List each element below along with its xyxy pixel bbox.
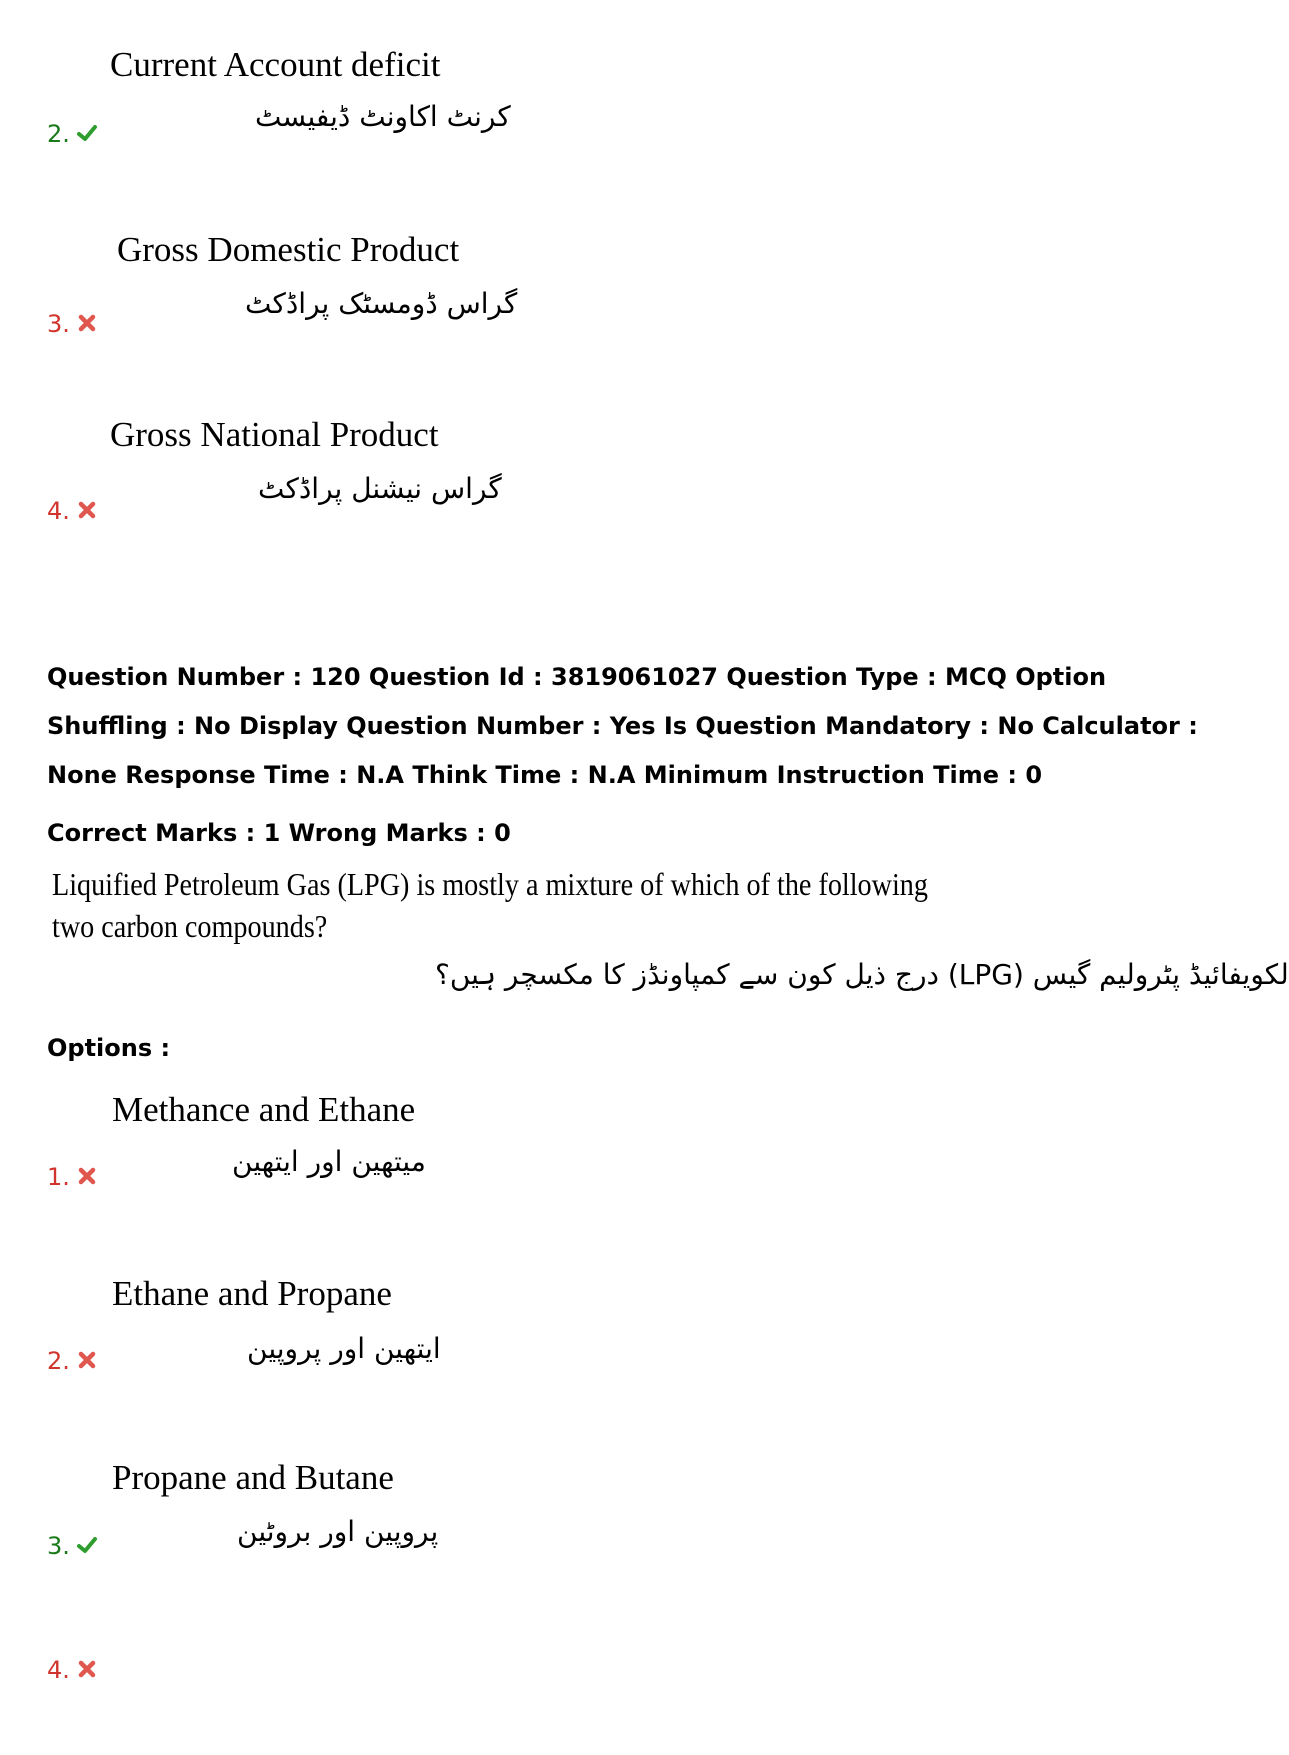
option-number [47,310,98,338]
option-number-label: 4. [47,1656,70,1684]
cross-icon [76,1165,98,1187]
option-urdu-text: گراس ڈومسٹک پراڈکٹ [245,287,518,320]
option-english-text: Ethane and Propane [112,1274,392,1313]
question-metadata: Question Number : 120 Question Id : 3819061027 Question Type : MCQ Option Shuffling : No Display Question Number : Yes Is Question Mandatory : No Calculator : None Response Time : N.A Think Time : N.A Minimum Instruction Time : 0 [47,663,1198,789]
option-english-text: Current Account deficit [110,45,441,84]
cross-icon [76,1349,98,1371]
option-number-label: 2. [47,1347,70,1375]
check-icon [76,122,98,144]
option-urdu-text: گراس نیشنل پراڈکٹ [258,472,502,505]
options-label: Options : [47,1034,171,1062]
cross-icon [76,499,98,521]
option-number [47,1163,98,1191]
option-number-label: 3. [47,310,70,338]
option-number [47,1347,98,1375]
question-text-english: Liquified Petroleum Gas (LPG) is mostly a mixture of which of the following two carbon compounds? [52,866,928,944]
question-text-urdu: لکویفائیڈ پٹرولیم گیس (LPG) درج ذیل کون سے کمپاونڈز کا مکسچر ہیں؟ [435,958,1289,991]
option-urdu-text: کرنٹ اکاونٹ ڈیفیسٹ [255,100,511,133]
option-number-label: 4. [47,497,70,525]
option-number [47,1532,98,1560]
option-number [47,497,98,525]
option-number [47,120,98,148]
option-urdu-text: میتھین اور ایتھین [232,1145,426,1178]
option-english-text: Gross Domestic Product [117,230,460,269]
option-urdu-text: پروپین اور بروٹین [237,1515,439,1548]
option-number-label: 3. [47,1532,70,1560]
marks-info: Correct Marks : 1 Wrong Marks : 0 [47,819,511,847]
option-english-text: Methance and Ethane [112,1090,416,1129]
option-urdu-text: ایتھین اور پروپین [247,1332,441,1365]
option-number [47,1656,98,1684]
cross-icon [76,1658,98,1680]
option-english-text: Gross National Product [110,415,439,454]
check-icon [76,1534,98,1556]
option-english-text: Propane and Butane [112,1458,394,1497]
option-number-label: 1. [47,1163,70,1191]
option-number-label: 2. [47,120,70,148]
cross-icon [76,312,98,334]
